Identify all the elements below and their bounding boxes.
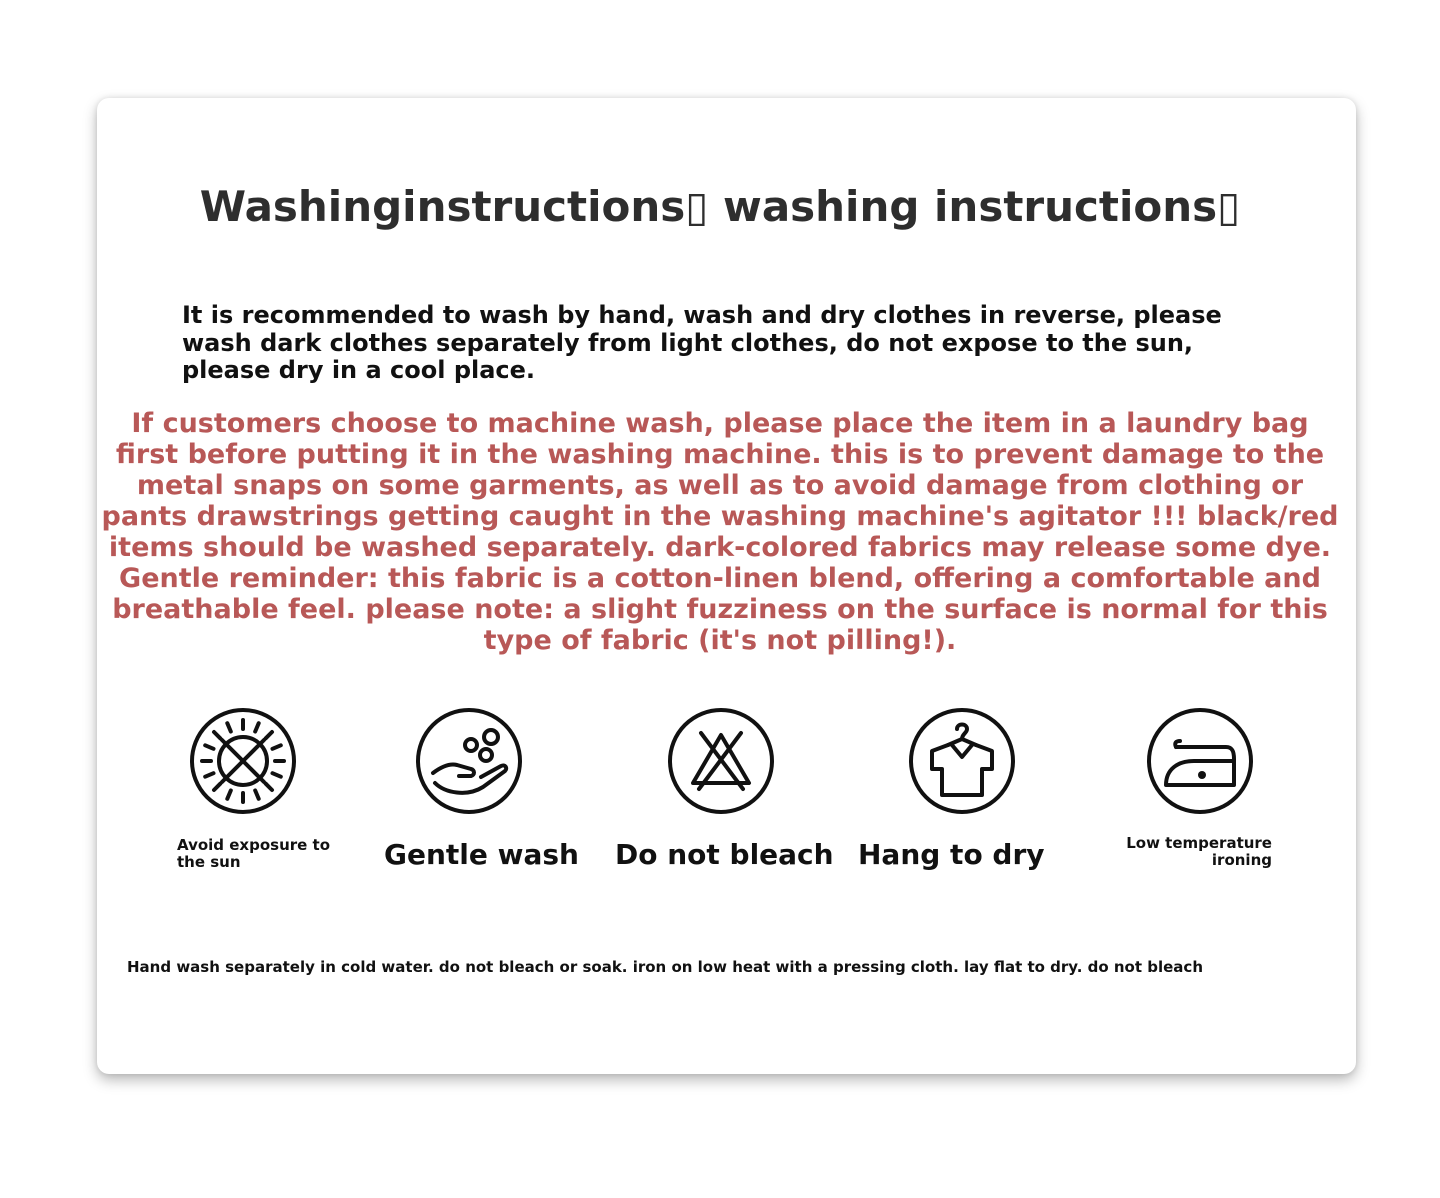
hang-dry-icon — [908, 707, 1016, 815]
no-sun-icon — [189, 707, 297, 815]
low-iron-icon — [1146, 707, 1254, 815]
label-avoid-sun-line2: the sun — [177, 853, 241, 871]
intro-text: It is recommended to wash by hand, wash and dry clothes in reverse, please wash dark clothes separately from light clothes, do not expose to the sun, please dry in a cool place. — [182, 301, 1222, 384]
label-hang-to-dry: Hang to dry — [858, 838, 1045, 871]
machine-wash-warning: If customers choose to machine wash, please place the item in a laundry bag first before putting it in the washing machine. this is to prevent damage to the metal snaps on some garments, as well as to avoid damage from clothing or pants drawstrings getting caught in the washing machine's agitator !!! black/red items should be washed separately. dark-colored fabrics may release some dye. Gentle reminder: this fabric is a cotton-linen blend, offering a comfortable and breathable feel. please note: a slight fuzziness on the surface is normal for this type of fabric (it's not pilling!). — [101, 408, 1339, 656]
page-title: Washinginstructions▯ washing instructions▯ — [199, 182, 1241, 231]
no-bleach-icon — [667, 707, 775, 815]
label-low-iron-line2: ironing — [1211, 851, 1272, 869]
label-avoid-sun — [177, 837, 330, 871]
label-low-iron — [1122, 835, 1272, 869]
footer-note: Hand wash separately in cold water. do not bleach or soak. iron on low heat with a pressing cloth. lay flat to dry. do not bleach — [127, 958, 1204, 976]
label-gentle-wash: Gentle wash — [384, 838, 579, 871]
label-avoid-sun-line1: Avoid exposure to — [177, 836, 331, 854]
hand-wash-icon — [415, 707, 523, 815]
label-low-iron-line1: Low temperature — [1126, 834, 1272, 852]
label-do-not-bleach: Do not bleach — [615, 838, 834, 871]
